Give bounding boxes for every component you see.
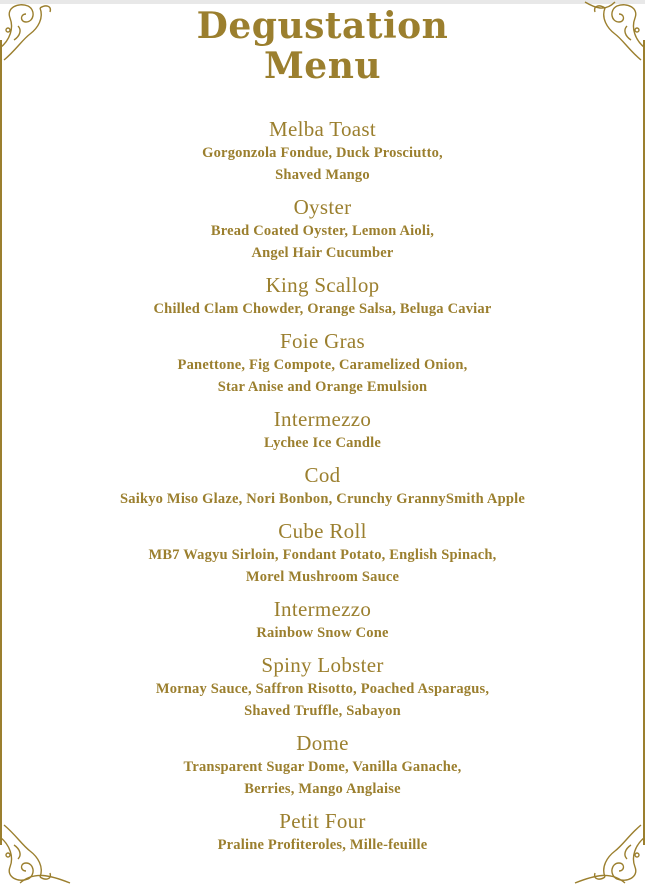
course-description-line: Star Anise and Orange Emulsion: [217, 379, 428, 395]
course-description: [0, 354, 645, 398]
course-name: Cod: [304, 463, 341, 487]
course-description-line: Lychee Ice Candle: [264, 435, 381, 451]
course-description-line: Saikyo Miso Glaze, Nori Bonbon, Crunchy GrannySmith Apple: [120, 491, 525, 507]
course-description-line: Berries, Mango Anglaise: [244, 781, 401, 797]
course-name: Dome: [296, 731, 349, 755]
course-name: King Scallop: [265, 273, 380, 297]
course-description: [0, 622, 645, 644]
course-description-line: Mornay Sauce, Saffron Risotto, Poached Asparagus,: [155, 681, 490, 697]
course-name: Cube Roll: [278, 519, 367, 543]
course-description-line: Gorgonzola Fondue, Duck Prosciutto,: [202, 145, 443, 161]
course-name: Spiny Lobster: [261, 653, 384, 677]
course-item: [0, 194, 645, 264]
course-item: [0, 730, 645, 800]
course-description: [0, 488, 645, 510]
course-description: [0, 834, 645, 856]
course-description: [0, 298, 645, 320]
course-description-line: Rainbow Snow Cone: [256, 625, 389, 641]
course-item: [0, 406, 645, 454]
course-description: [0, 544, 645, 588]
course-description-line: Chilled Clam Chowder, Orange Salsa, Beluga Caviar: [153, 301, 492, 317]
course-description-line: Panettone, Fig Compote, Caramelized Onion,: [177, 357, 468, 373]
course-description-line: Angel Hair Cucumber: [251, 245, 394, 261]
course-item: [0, 328, 645, 398]
course-description-line: Shaved Truffle, Sabayon: [244, 703, 401, 719]
course-name: Melba Toast: [268, 117, 376, 141]
course-name: Foie Gras: [280, 329, 365, 353]
menu-title-line-1: Degustation: [196, 5, 449, 47]
course-description: [0, 756, 645, 800]
top-edge: [0, 0, 645, 4]
course-description-line: Morel Mushroom Sauce: [245, 569, 400, 585]
course-item: [0, 518, 645, 588]
course-item: [0, 272, 645, 320]
course-description-line: Shaved Mango: [275, 167, 370, 183]
course-description-line: Transparent Sugar Dome, Vanilla Ganache,: [183, 759, 462, 775]
course-item: [0, 116, 645, 186]
course-name: Oyster: [293, 195, 352, 219]
course-description: [0, 678, 645, 722]
course-item: [0, 462, 645, 510]
menu-title: [0, 6, 645, 86]
course-name: Intermezzo: [273, 597, 372, 621]
course-item: [0, 808, 645, 856]
course-item: [0, 596, 645, 644]
course-name: Intermezzo: [273, 407, 372, 431]
course-description: [0, 220, 645, 264]
course-name: Petit Four: [279, 809, 366, 833]
course-description: [0, 142, 645, 186]
course-description-line: Bread Coated Oyster, Lemon Aioli,: [210, 223, 435, 239]
course-description-line: MB7 Wagyu Sirloin, Fondant Potato, English Spinach,: [148, 547, 497, 563]
course-item: [0, 652, 645, 722]
menu-title-line-2: Menu: [263, 45, 382, 87]
course-description-line: Praline Profiteroles, Mille-feuille: [217, 837, 428, 853]
course-list: [0, 116, 645, 864]
course-description: [0, 432, 645, 454]
